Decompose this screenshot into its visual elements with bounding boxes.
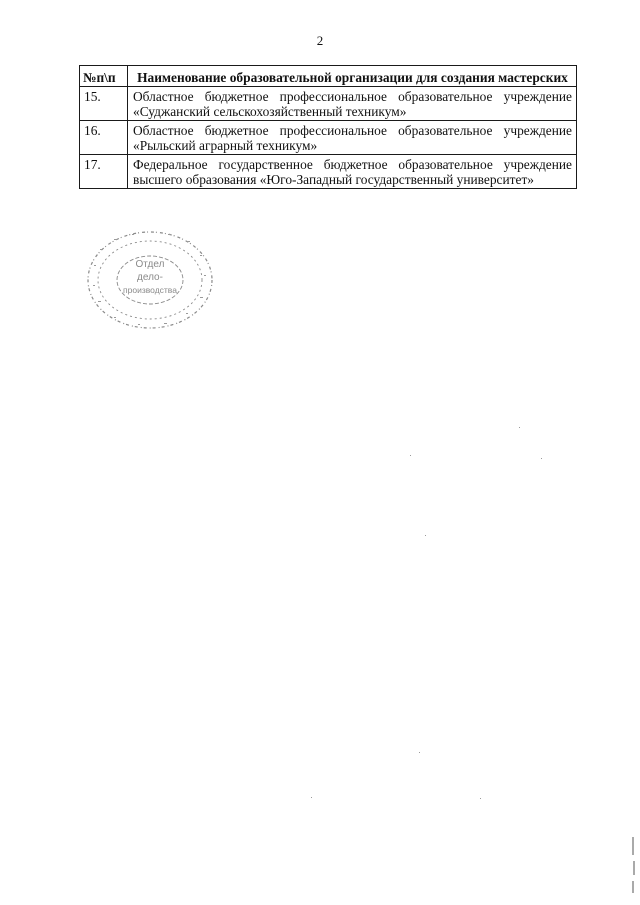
table-header-row (80, 66, 577, 87)
scan-speck (425, 535, 426, 536)
column-header-organization-name: Наименование образовательной организации для создания мастерских (128, 66, 577, 87)
scan-speck (419, 752, 420, 753)
row-number: 15. (80, 87, 128, 121)
table-row (80, 121, 577, 155)
table-row (80, 155, 577, 189)
row-number: 16. (80, 121, 128, 155)
stamp-line-1: Отдел (135, 259, 165, 270)
page-number: 2 (316, 33, 324, 48)
organizations-table (79, 65, 577, 189)
scan-speck (541, 458, 542, 459)
office-stamp (80, 225, 220, 335)
column-header-number: №п\п (80, 66, 128, 87)
row-number: 17. (80, 155, 128, 189)
organization-name: Областное бюджетное профессиональное образовательное учреждение «Суджанский сельскохозяйственный техникум» (128, 87, 577, 121)
stamp-line-3: производства (123, 285, 177, 295)
stamp-line-2: дело- (137, 272, 163, 283)
scan-speck (311, 797, 312, 798)
scan-speck (410, 455, 411, 456)
table-row (80, 87, 577, 121)
organization-name: Областное бюджетное профессиональное образовательное учреждение «Рыльский аграрный техникум» (128, 121, 577, 155)
scan-edge-marks (630, 835, 636, 895)
scan-speck (480, 798, 481, 799)
organization-name: Федеральное государственное бюджетное образовательное учреждение высшего образования «Юго-Западный государственный университет» (128, 155, 577, 189)
scan-speck (519, 427, 520, 428)
